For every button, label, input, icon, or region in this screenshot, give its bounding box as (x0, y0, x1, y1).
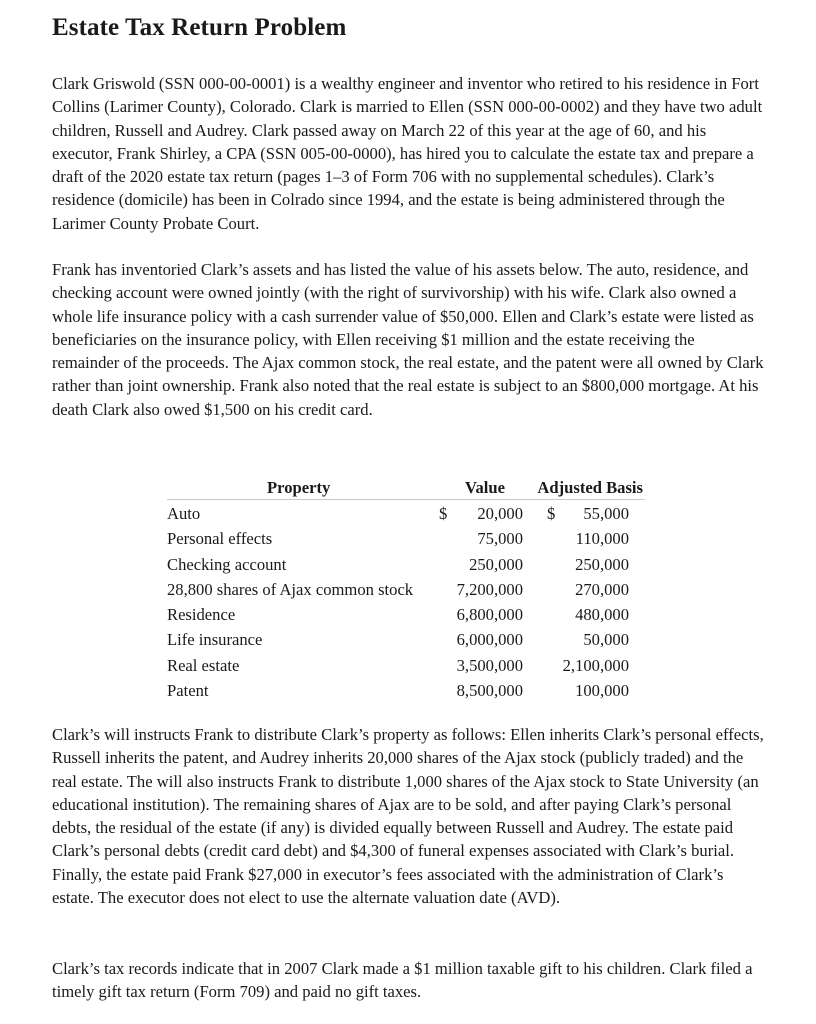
cell-adjusted-basis: 270,000 (575, 579, 629, 599)
cell-property: Checking account (167, 554, 287, 574)
cell-adjusted-basis: 2,100,000 (562, 655, 629, 675)
table-row (167, 677, 645, 702)
cell-property: Patent (167, 681, 209, 701)
table-row (167, 576, 645, 601)
cell-adjusted-basis: 110,000 (575, 529, 629, 549)
cell-value: 6,800,000 (456, 605, 523, 625)
header-property: Property (267, 478, 331, 497)
table-row (167, 551, 645, 576)
cell-adjusted-basis: 50,000 (583, 630, 629, 650)
property-table (167, 476, 645, 702)
cell-property: Auto (167, 504, 201, 523)
cell-value-currency: $ (439, 504, 448, 523)
table-row (167, 500, 645, 525)
paragraph-assets: Frank has inventoried Clark’s assets and has listed the value of his assets below. The auto, residence, and checking account were owned jointly (with the right of survivorship) with his wife. Clark also owned a whole life insurance policy with a cash surrender value of $50,000. Ellen and Clark’s estate were listed as beneficiaries on the insurance policy, with Ellen receiving $1 million and the estate receiving the remainder of the proceeds. The Ajax common stock, the real estate, and the patent were all owned by Clark rather than joint ownership. Frank also noted that the real estate is subject to an $800,000 mortgage. At his death Clark also owed $1,500 on his credit card. (52, 260, 764, 419)
cell-value: 20,000 (477, 504, 523, 523)
table-header (167, 476, 645, 500)
cell-value: 6,000,000 (456, 630, 523, 650)
cell-adjusted-basis: 100,000 (575, 681, 629, 701)
cell-adjusted-basis: 55,000 (583, 504, 629, 523)
table-row (167, 525, 645, 550)
cell-basis-currency: $ (547, 504, 556, 523)
paragraph-will: Clark’s will instructs Frank to distribute Clark’s property as follows: Ellen inherits Clark’s personal effects, Russell inherits the patent, and Audrey inherits 20,000 shares of the Ajax stock (publicly traded) and the real estate. The will also instructs Frank to distribute 1,000 shares of the Ajax stock to State University (an educational institution). The remaining shares of Ajax are to be sold, and after paying Clark’s personal debts, the residual of the estate (if any) is divided equally between Russell and Audrey. The estate paid Clark’s personal debts (credit card debt) and $4,300 of funeral expenses associated with Clark’s burial. Finally, the estate paid Frank $27,000 in executor’s fees associated with the administration of Clark’s estate. The executor does not elect to use the alternate valuation date (AVD). (52, 725, 764, 908)
cell-property: 28,800 shares of Ajax common stock (167, 579, 414, 599)
cell-adjusted-basis: 480,000 (575, 605, 629, 625)
cell-value: 8,500,000 (456, 681, 523, 701)
table-row (167, 626, 645, 651)
cell-value: 7,200,000 (456, 579, 523, 599)
cell-property: Personal effects (167, 529, 273, 549)
header-value: Value (465, 478, 505, 497)
cell-property: Residence (167, 605, 236, 625)
table-body (167, 500, 645, 702)
table-row (167, 601, 645, 626)
table-row (167, 652, 645, 677)
cell-value: 75,000 (477, 529, 523, 549)
page-title: Estate Tax Return Problem (52, 14, 347, 41)
cell-property: Real estate (167, 655, 240, 675)
cell-value: 3,500,000 (456, 655, 523, 675)
paragraph-gift: Clark’s tax records indicate that in 2007 Clark made a $1 million taxable gift to his children. Clark filed a timely gift tax return (Form 709) and paid no gift taxes. (52, 959, 753, 1002)
cell-adjusted-basis: 250,000 (575, 554, 629, 574)
cell-value: 250,000 (469, 554, 523, 574)
paragraph-intro: Clark Griswold (SSN 000-00-0001) is a wealthy engineer and inventor who retired to his residence in Fort Collins (Larimer County), Colorado. Clark is married to Ellen (SSN 000-00-0002) and they have two adult children, Russell and Audrey. Clark passed away on March 22 of this year at the age of 60, and his executor, Frank Shirley, a CPA (SSN 005-00-0000), has hired you to calculate the estate tax and prepare a draft of the 2020 estate tax return (pages 1–3 of Form 706 with no supplemental schedules). Clark’s residence (domicile) has been in Colrado since 1994, and the estate is being administered through the Larimer County Probate Court. (52, 74, 763, 233)
header-adjusted-basis: Adjusted Basis (537, 478, 643, 497)
cell-property: Life insurance (167, 630, 263, 650)
